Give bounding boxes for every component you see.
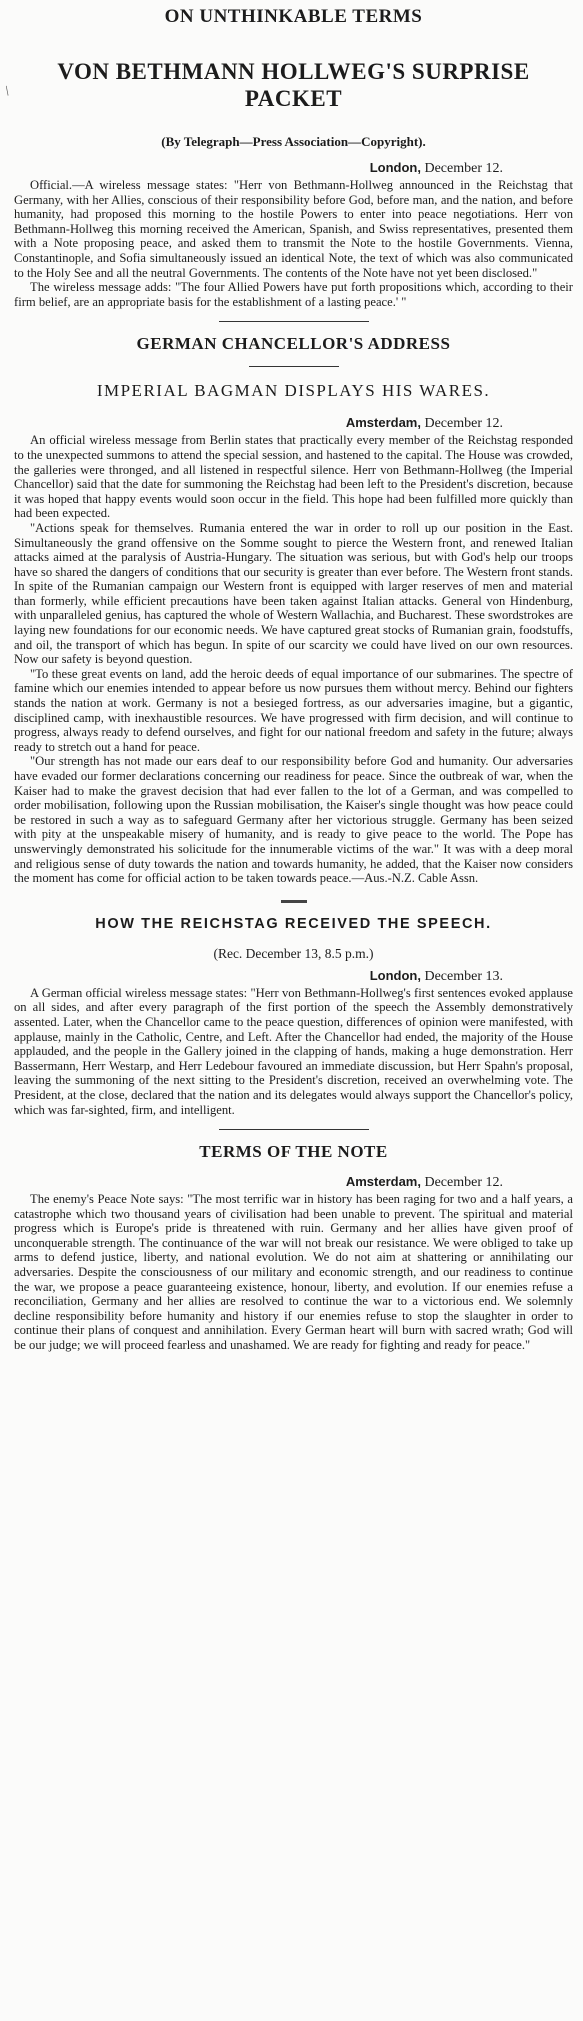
dateline-place: Amsterdam, <box>345 415 421 431</box>
main-headline: VON BETHMANN HOLLWEG'S SURPRISE PACKET <box>57 59 530 111</box>
dateline <box>14 415 573 432</box>
dateline <box>14 160 573 177</box>
article-paragraph: "Actions speak for themselves. Rumania entered the war in order to roll up our position in the East. Simultaneously the grand offensive on the Somme sought to pierce the Western front, and renewed Italian attacks aimed at the paralysis of Austria-Hungary. The situation was serious, but with God's help our troops have so shared the dangers of conditions that our security is greater than ever before. The Western front stands. In spite of the Rumanian campaign our Western front is equipped with larger reserves of men and material than formerly, while efficient precautions have been taken against Italian attacks. General von Hindenburg, with unparalleled genius, has captured the whole of Western Wallachia, and Bucharest. These swordstrokes are laying new foundations for our economic needs. We have captured great stocks of Rumanian grain, foodstuffs, and oil, the transport of which has begun. In spite of our scarcity we could have lived on our own resources. Now our safety is beyond question. <box>14 520 573 667</box>
article-paragraph: A German official wireless message states: "Herr von Bethmann-Hollweg's first sentences evoked applause on all sides, and after every paragraph of the first portion of the speech the Assembly demonstratively assented. Later, when the Chancellor came to the peace question, differences of opinion were manifested, with applause, mainly in the Catholic, Centre, and Left. After the Chancellor had ended, the majority of the House applauded, and the people in the Gallery joined in the clapping of hands, making a huge demonstration. Herr Bassermann, Herr Westarp, and Herr Ledebour favoured an immediate discussion, but Herr Spahn's proposal, leaving the summoning of the next sitting to the President's discretion, received an overwhelming vote. The President, at the close, declared that the nation and its delegates would always support the Chancellor's policy, which was far-sighted, firm, and intelligent. <box>14 985 573 1117</box>
section-terms-of-note <box>14 1142 573 1353</box>
section-divider <box>219 1129 369 1130</box>
margin-pencil-mark: / <box>2 84 14 100</box>
dateline-place: London, <box>369 160 421 175</box>
dateline-date: December 12. <box>424 416 503 432</box>
ornament-divider <box>14 896 573 906</box>
article-paragraph: An official wireless message from Berlin states that practically every member of the Reichstag responded to the unexpected summons to attend the special session, and hastened to the capital. The House was crowded, the galleries were thronged, and all listened in respectful silence. Herr von Bethmann-Hollweg (the Imperial Chancellor) said that the date for summoning the Reichstag had been left to the President's discretion, because it was hoped that happy events would soon occur in the field. This hope had been fulfilled more quickly than had been expected. <box>14 433 573 521</box>
article-paragraph: The wireless message adds: "The four Allied Powers have put forth propositions which, according to their firm belief, are an appropriate basis for the establishment of a lasting peace.' " <box>14 280 573 309</box>
page-title: ON UNTHINKABLE TERMS <box>164 6 423 27</box>
heading-divider <box>249 366 339 367</box>
dateline-date: December 13. <box>424 968 503 984</box>
article-paragraph: "Our strength has not made our ears deaf to our responsibility before God and humanity. Our adversaries have evaded our former declarations concerning our readiness for peace. Since the outbreak of war, when the Kaiser had to make the gravest decision that had ever fallen to the lot of a German, and was compelled to order mobilisation, following upon the Russian mobilisation, the Kaiser's single thought was how peace could be restored in such a way as to safeguard Germany after her victorious struggle. Germany has been seized with pity at the unspeakable misery of humanity, and is ready to give peace to the world. The Pope has unswervingly demonstrated his solicitude for the innumerable victims of the war." It was with a deep moral and religious sense of duty towards the nation and towards humanity, he added, that the Kaiser now considers the moment has come for official action to be taken towards peace.—Aus.-N.Z. Cable Assn. <box>14 754 573 886</box>
section-divider <box>219 321 369 322</box>
dateline-place: Amsterdam, <box>345 1174 421 1190</box>
section-heading: GERMAN CHANCELLOR'S ADDRESS <box>136 334 451 354</box>
press-credit: (By Telegraph—Press Association—Copyright). <box>161 134 426 149</box>
dateline <box>14 968 573 985</box>
section-london-dec12 <box>14 160 573 309</box>
newspaper-page <box>0 6 583 2021</box>
dateline <box>14 1174 573 1191</box>
article-paragraph: The enemy's Peace Note says: "The most terrific war in history has been raging for two and a half years, a catastrophe which two thousand years of civilisation had been unable to prevent. The spiritual and material progress which is Europe's pride is threatened with ruin. Germany and her allies have given proof of unconquerable strength. The continuance of the war will not break our resistance. We were obliged to take up arms to defend justice, liberty, and national evolution. We do not aim at shattering or annihilating our adversaries. Despite the consciousness of our military and economic strength, and our readiness to continue the war, we propose a peace guaranteeing existence, honour, liberty, and evolution. If our enemies refuse a reconciliation, Germany and her allies are resolved to continue the war to a victorious end. We solemnly decline responsibility before humanity and history if our enemies refuse to stop the slaughter in order to continue their plans of conquest and annihilation. Every German heart will burn with sacred wrath; God will be our judge; we will proceed fearless and unashamed. We are ready for fighting and ready for peace." <box>14 1192 573 1353</box>
section-chancellor-address <box>14 334 573 885</box>
received-note: (Rec. December 13, 8.5 p.m.) <box>213 945 374 961</box>
section-subheading: IMPERIAL BAGMAN DISPLAYS HIS WARES. <box>96 381 491 401</box>
article-paragraph: "To these great events on land, add the heroic deeds of equal importance of our submarines. The spectre of famine which our enemies intended to appear before us now pursues them without mercy. Behind our fighters stands the nation at work. Germany is not a besieged fortress, as our adversaries imagine, but a gigantic, disciplined camp, with inexhaustible resources. We have progressed with firm decision, and will continue to progress, always ready to defend ourselves, and fight for our national freedom and safety in the future; always ready to stretch out a hand for peace. <box>14 666 573 754</box>
section-reichstag-reception <box>14 916 573 1117</box>
dateline-date: December 12. <box>424 1175 503 1191</box>
section-heading: TERMS OF THE NOTE <box>199 1142 388 1162</box>
article-paragraph: Official.—A wireless message states: "Herr von Bethmann-Hollweg announced in the Reichstag that Germany, with her Allies, conscious of their responsibility before God, before man, and the nation, and before humanity, had proposed this morning to the hostile Powers to enter into peace negotiations. Herr von Bethmann-Hollweg this morning received the American, Spanish, and Swiss representatives, presented them with a Note proposing peace, and asked them to transmit the Note to the hostile Governments. Vienna, Constantinople, and Sofia simultaneously issued an identical Note, the text of which was also communicated to the Holy See and all the neutral Governments. The contents of the Note have not yet been disclosed." <box>14 178 573 280</box>
section-heading: HOW THE REICHSTAG RECEIVED THE SPEECH. <box>95 915 492 932</box>
dateline-place: London, <box>369 967 421 983</box>
dateline-date: December 12. <box>424 161 503 176</box>
